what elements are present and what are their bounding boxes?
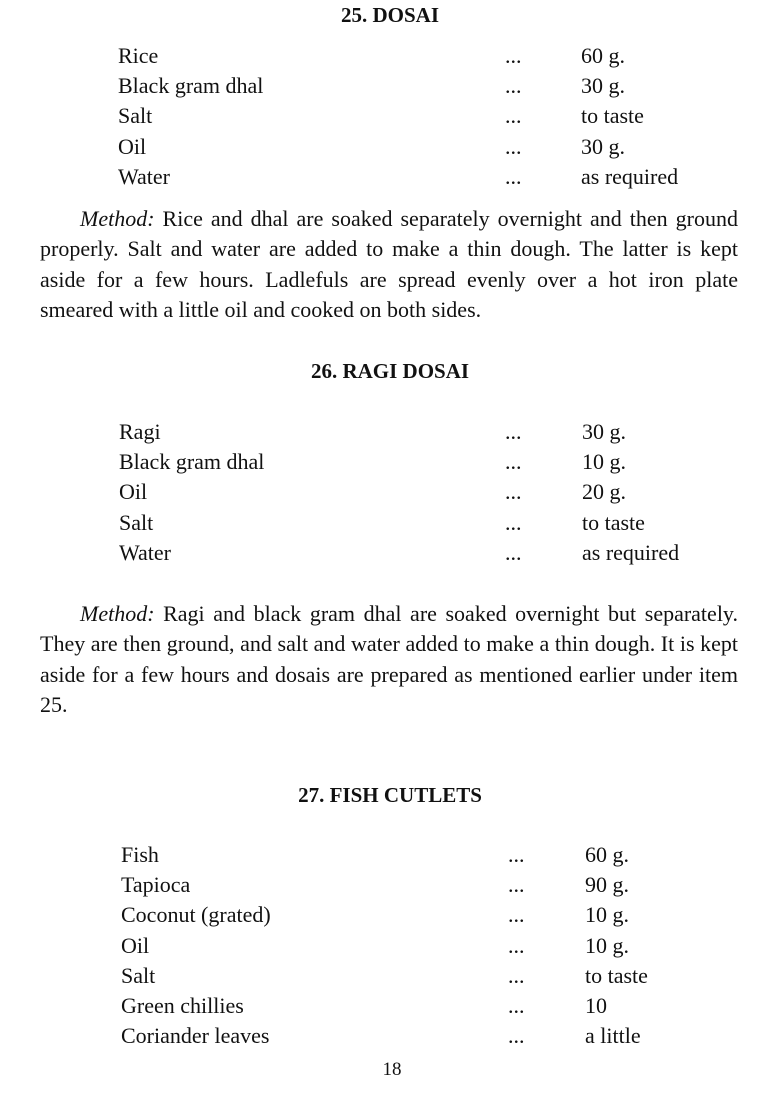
ingredient-name: Coconut (grated) — [121, 902, 271, 928]
ingredient-amount: 30 g. — [581, 133, 625, 159]
ingredient-amount: 30 g. — [581, 73, 625, 99]
leader-dots: ... — [505, 43, 522, 68]
ingredient-amount: as required — [581, 163, 679, 189]
ingredient-name: Coriander leaves — [121, 1023, 270, 1049]
ingredient-name: Ragi — [119, 419, 161, 444]
leader-dots: ... — [505, 103, 522, 129]
ingredient-name: Salt — [118, 103, 153, 129]
method-text: Rice and dhal are soaked separately overnight and then ground properly. Salt and water are added to make a thin dough. The latter is kept aside for a few hours. Ladlefuls are spread evenly over a hot iron plate smeared with a little oil and cooked on both sides. — [40, 206, 738, 322]
leader-dots: ... — [505, 163, 522, 189]
leader-dots: ... — [505, 133, 522, 159]
method-dosai — [40, 204, 738, 325]
method-label: Method: — [80, 601, 155, 626]
ingredient-amount: 60 g. — [581, 43, 625, 68]
ingredient-name: Tapioca — [121, 872, 191, 898]
recipe-title-fish-cutlets: 27. FISH CUTLETS — [298, 783, 482, 807]
ingredient-amount: 10 g. — [585, 902, 629, 928]
leader-dots: ... — [508, 992, 525, 1018]
ingredient-amount: 30 g. — [582, 419, 626, 444]
method-text: Ragi and black gram dhal are soaked overnight but separately. They are then ground, and salt and water added to make a thin dough. It is kept aside for a few hours and dosais are prepared as mentioned earlier under item 25. — [40, 601, 738, 717]
ingredient-name: Salt — [121, 962, 156, 988]
leader-dots: ... — [508, 842, 525, 867]
ingredient-amount: 10 g. — [582, 449, 626, 475]
recipe-title-ragi-dosai: 26. RAGI DOSAI — [310, 359, 470, 383]
leader-dots: ... — [508, 1023, 525, 1049]
recipe-title-dosai: 25. DOSAI — [340, 3, 440, 27]
leader-dots: ... — [505, 419, 522, 444]
leader-dots: ... — [505, 449, 522, 475]
page-number: 18 — [382, 1059, 402, 1080]
ingredient-name: Water — [119, 539, 171, 565]
ingredient-amount: to taste — [582, 509, 645, 535]
leader-dots: ... — [505, 73, 522, 99]
leader-dots: ... — [508, 872, 525, 898]
leader-dots: ... — [508, 902, 525, 928]
ingredient-amount: to taste — [585, 962, 648, 988]
ingredient-name: Salt — [119, 509, 154, 535]
ingredient-amount: 10 — [585, 992, 607, 1018]
leader-dots: ... — [505, 509, 522, 535]
ingredient-name: Oil — [119, 479, 148, 505]
ingredient-name: Water — [118, 163, 170, 189]
leader-dots: ... — [508, 962, 525, 988]
ingredient-name: Oil — [121, 932, 150, 958]
ingredient-name: Rice — [118, 43, 159, 68]
ingredient-amount: 60 g. — [585, 842, 629, 867]
ingredient-amount: as required — [582, 539, 680, 565]
ingredient-name: Black gram dhal — [118, 73, 264, 99]
ingredient-name: Fish — [121, 842, 159, 867]
method-label: Method: — [80, 206, 155, 231]
ingredient-name: Green chillies — [121, 992, 244, 1018]
ingredient-name: Oil — [118, 133, 147, 159]
ingredient-amount: 90 g. — [585, 872, 629, 898]
ingredient-amount: 10 g. — [585, 932, 629, 958]
ingredient-amount: a little — [585, 1023, 641, 1049]
ingredient-amount: to taste — [581, 103, 644, 129]
leader-dots: ... — [505, 479, 522, 505]
ingredient-name: Black gram dhal — [119, 449, 265, 475]
method-ragi-dosai — [40, 599, 738, 720]
leader-dots: ... — [508, 932, 525, 958]
leader-dots: ... — [505, 539, 522, 565]
ingredient-amount: 20 g. — [582, 479, 626, 505]
